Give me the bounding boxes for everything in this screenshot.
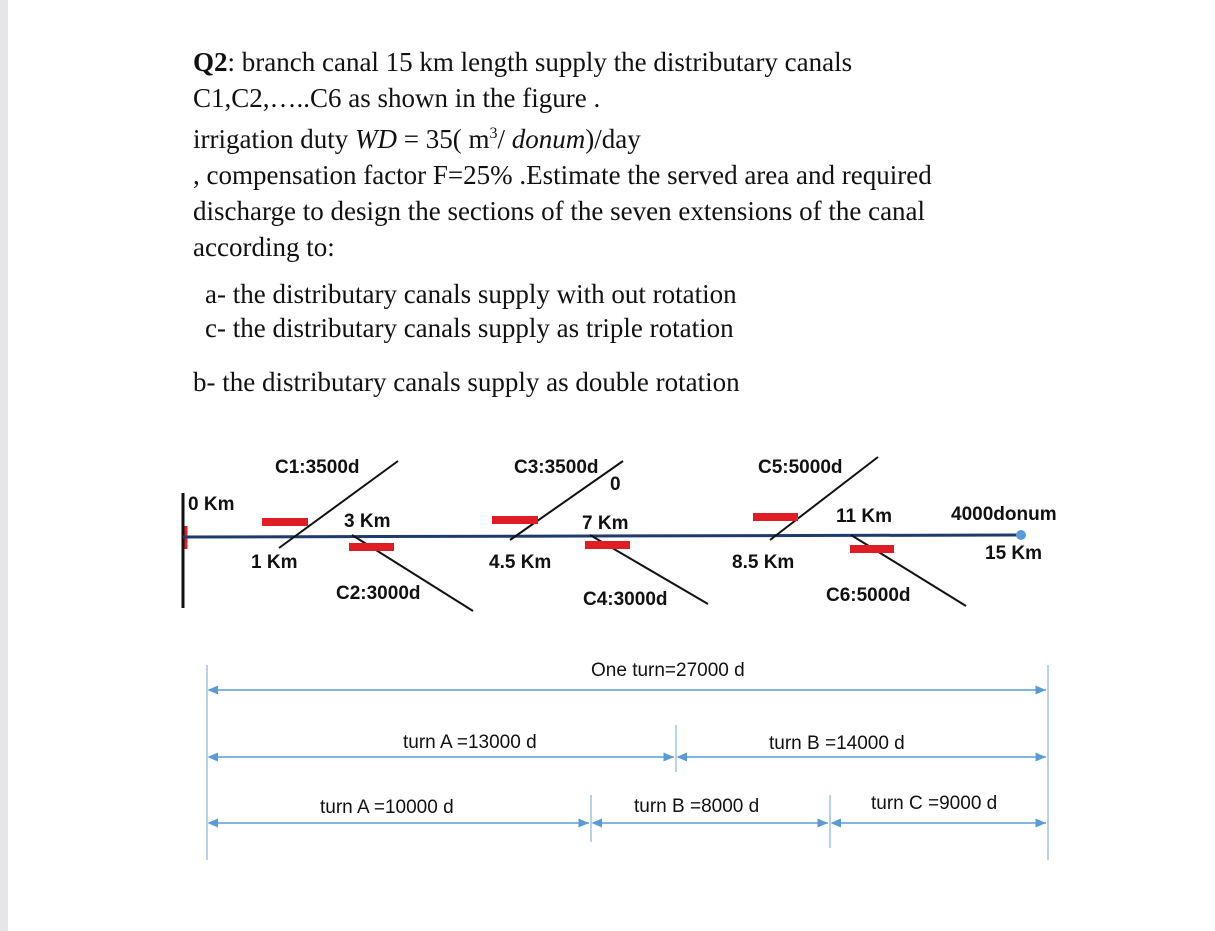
question-line-5: discharge to design the sections of the seven extensions of the canal bbox=[193, 196, 926, 226]
triple-turn-b-label: turn B =8000 d bbox=[634, 796, 760, 817]
c4-label: C4:3000d bbox=[583, 589, 668, 610]
c1-label: C1:3500d bbox=[275, 457, 360, 478]
duty-tail: )/day bbox=[585, 124, 641, 154]
canal-end-node bbox=[1016, 530, 1026, 540]
c5-label: C5:5000d bbox=[758, 457, 843, 478]
end-area-label: 4000donum bbox=[951, 504, 1057, 525]
c2-km-label: 1 Km bbox=[251, 552, 298, 573]
c3-extra-label: 0 bbox=[610, 474, 621, 495]
option-c: c- the distributary canals supply as triple rotation bbox=[205, 313, 734, 343]
question-line-2: C1,C2,…..C6 as shown in the figure . bbox=[193, 83, 601, 113]
c1-km-label: 3 Km bbox=[344, 511, 391, 532]
option-b: b- the distributary canals supply as double rotation bbox=[193, 367, 740, 397]
c3-km-label: 7 Km bbox=[582, 513, 629, 534]
c3-label: C3:3500d bbox=[514, 457, 599, 478]
option-a: a- the distributary canals supply with out rotation bbox=[205, 279, 737, 309]
one-turn-label: One turn=27000 d bbox=[591, 660, 745, 681]
question-line-6: according to: bbox=[193, 232, 335, 262]
double-turn-a-label: turn A =13000 d bbox=[403, 732, 537, 753]
question-label: Q2 bbox=[193, 47, 228, 77]
main-canal-line bbox=[183, 535, 1020, 537]
c5-km-label: 11 Km bbox=[836, 506, 892, 527]
duty-exponent: 3 bbox=[489, 125, 498, 142]
duty-unit: donum bbox=[511, 124, 586, 154]
triple-turn-c-label: turn C =9000 d bbox=[871, 793, 998, 814]
c6-label: C6:5000d bbox=[826, 585, 911, 606]
c2-label: C2:3000d bbox=[336, 583, 421, 604]
question-intro: : branch canal 15 km length supply the distributary canals bbox=[227, 47, 853, 77]
double-turn-b-label: turn B =14000 d bbox=[769, 733, 905, 754]
duty-slash: / bbox=[497, 124, 512, 154]
duty-prefix: irrigation duty bbox=[193, 124, 349, 154]
c4-km-label: 4.5 Km bbox=[489, 552, 552, 573]
duty-symbol: WD bbox=[354, 124, 397, 154]
triple-turn-a-label: turn A =10000 d bbox=[320, 797, 454, 818]
duty-equals: = 35( m bbox=[396, 124, 490, 154]
end-km-label: 15 Km bbox=[985, 543, 1043, 564]
c6-km-label: 8.5 Km bbox=[732, 552, 795, 573]
question-line-4: , compensation factor F=25% .Estimate the served area and required bbox=[193, 160, 932, 190]
start-km-label: 0 Km bbox=[188, 494, 235, 515]
